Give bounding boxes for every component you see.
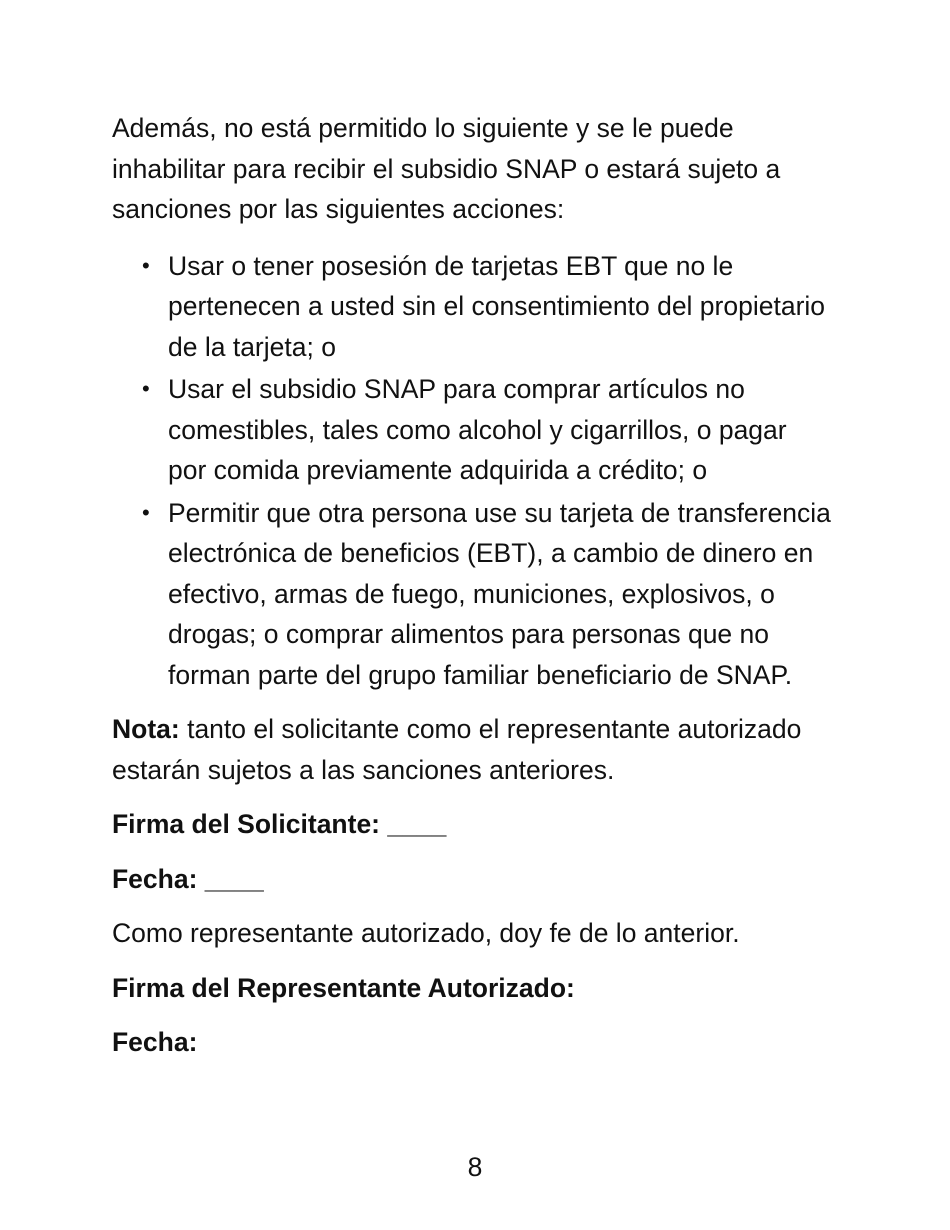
list-item [112, 246, 832, 368]
page-number: 8 [467, 1152, 483, 1182]
list-item [112, 369, 832, 491]
note-paragraph [112, 709, 832, 790]
list-item-text: Usar el subsidio SNAP para comprar artículos no comestibles, tales como alcohol y cigarrillos, o pagar por comida previamente adquirida a crédito; o [168, 374, 787, 485]
applicant-signature-line[interactable]: Firma del Solicitante: ____ [112, 809, 447, 839]
list-item-text: Permitir que otra persona use su tarjeta de transferencia electrónica de beneficios (EBT), a cambio de dinero en efectivo, armas de fuego, municiones, explosivos, o drogas; o comprar alimentos para personas que no forman parte del grupo familiar beneficiario de SNAP. [168, 497, 831, 690]
bullet-icon: • [142, 376, 150, 401]
representative-signature-line[interactable]: Firma del Representante Autorizado: [112, 972, 575, 1003]
bullet-icon: • [142, 499, 150, 525]
prohibited-actions-list [112, 246, 832, 696]
document-page [112, 108, 832, 1063]
representative-attestation: Como representante autorizado, doy fe de lo anterior. [112, 918, 740, 948]
bullet-icon: • [142, 252, 150, 278]
list-item-text: Usar o tener posesión de tarjetas EBT que no le pertenecen a usted sin el consentimiento del propietario de la tarjeta; o [168, 250, 826, 362]
applicant-date-line[interactable]: Fecha: ____ [112, 863, 264, 894]
note-label: Nota: [112, 714, 180, 744]
representative-date-line[interactable]: Fecha: [112, 1027, 198, 1057]
note-text: tanto el solicitante como el representante autorizado estarán sujetos a las sanciones anteriores. [112, 714, 802, 785]
intro-paragraph: Además, no está permitido lo siguiente y se le puede inhabilitar para recibir el subsidio SNAP o estará sujeto a sanciones por las siguientes acciones: [112, 113, 781, 224]
list-item [112, 493, 832, 696]
